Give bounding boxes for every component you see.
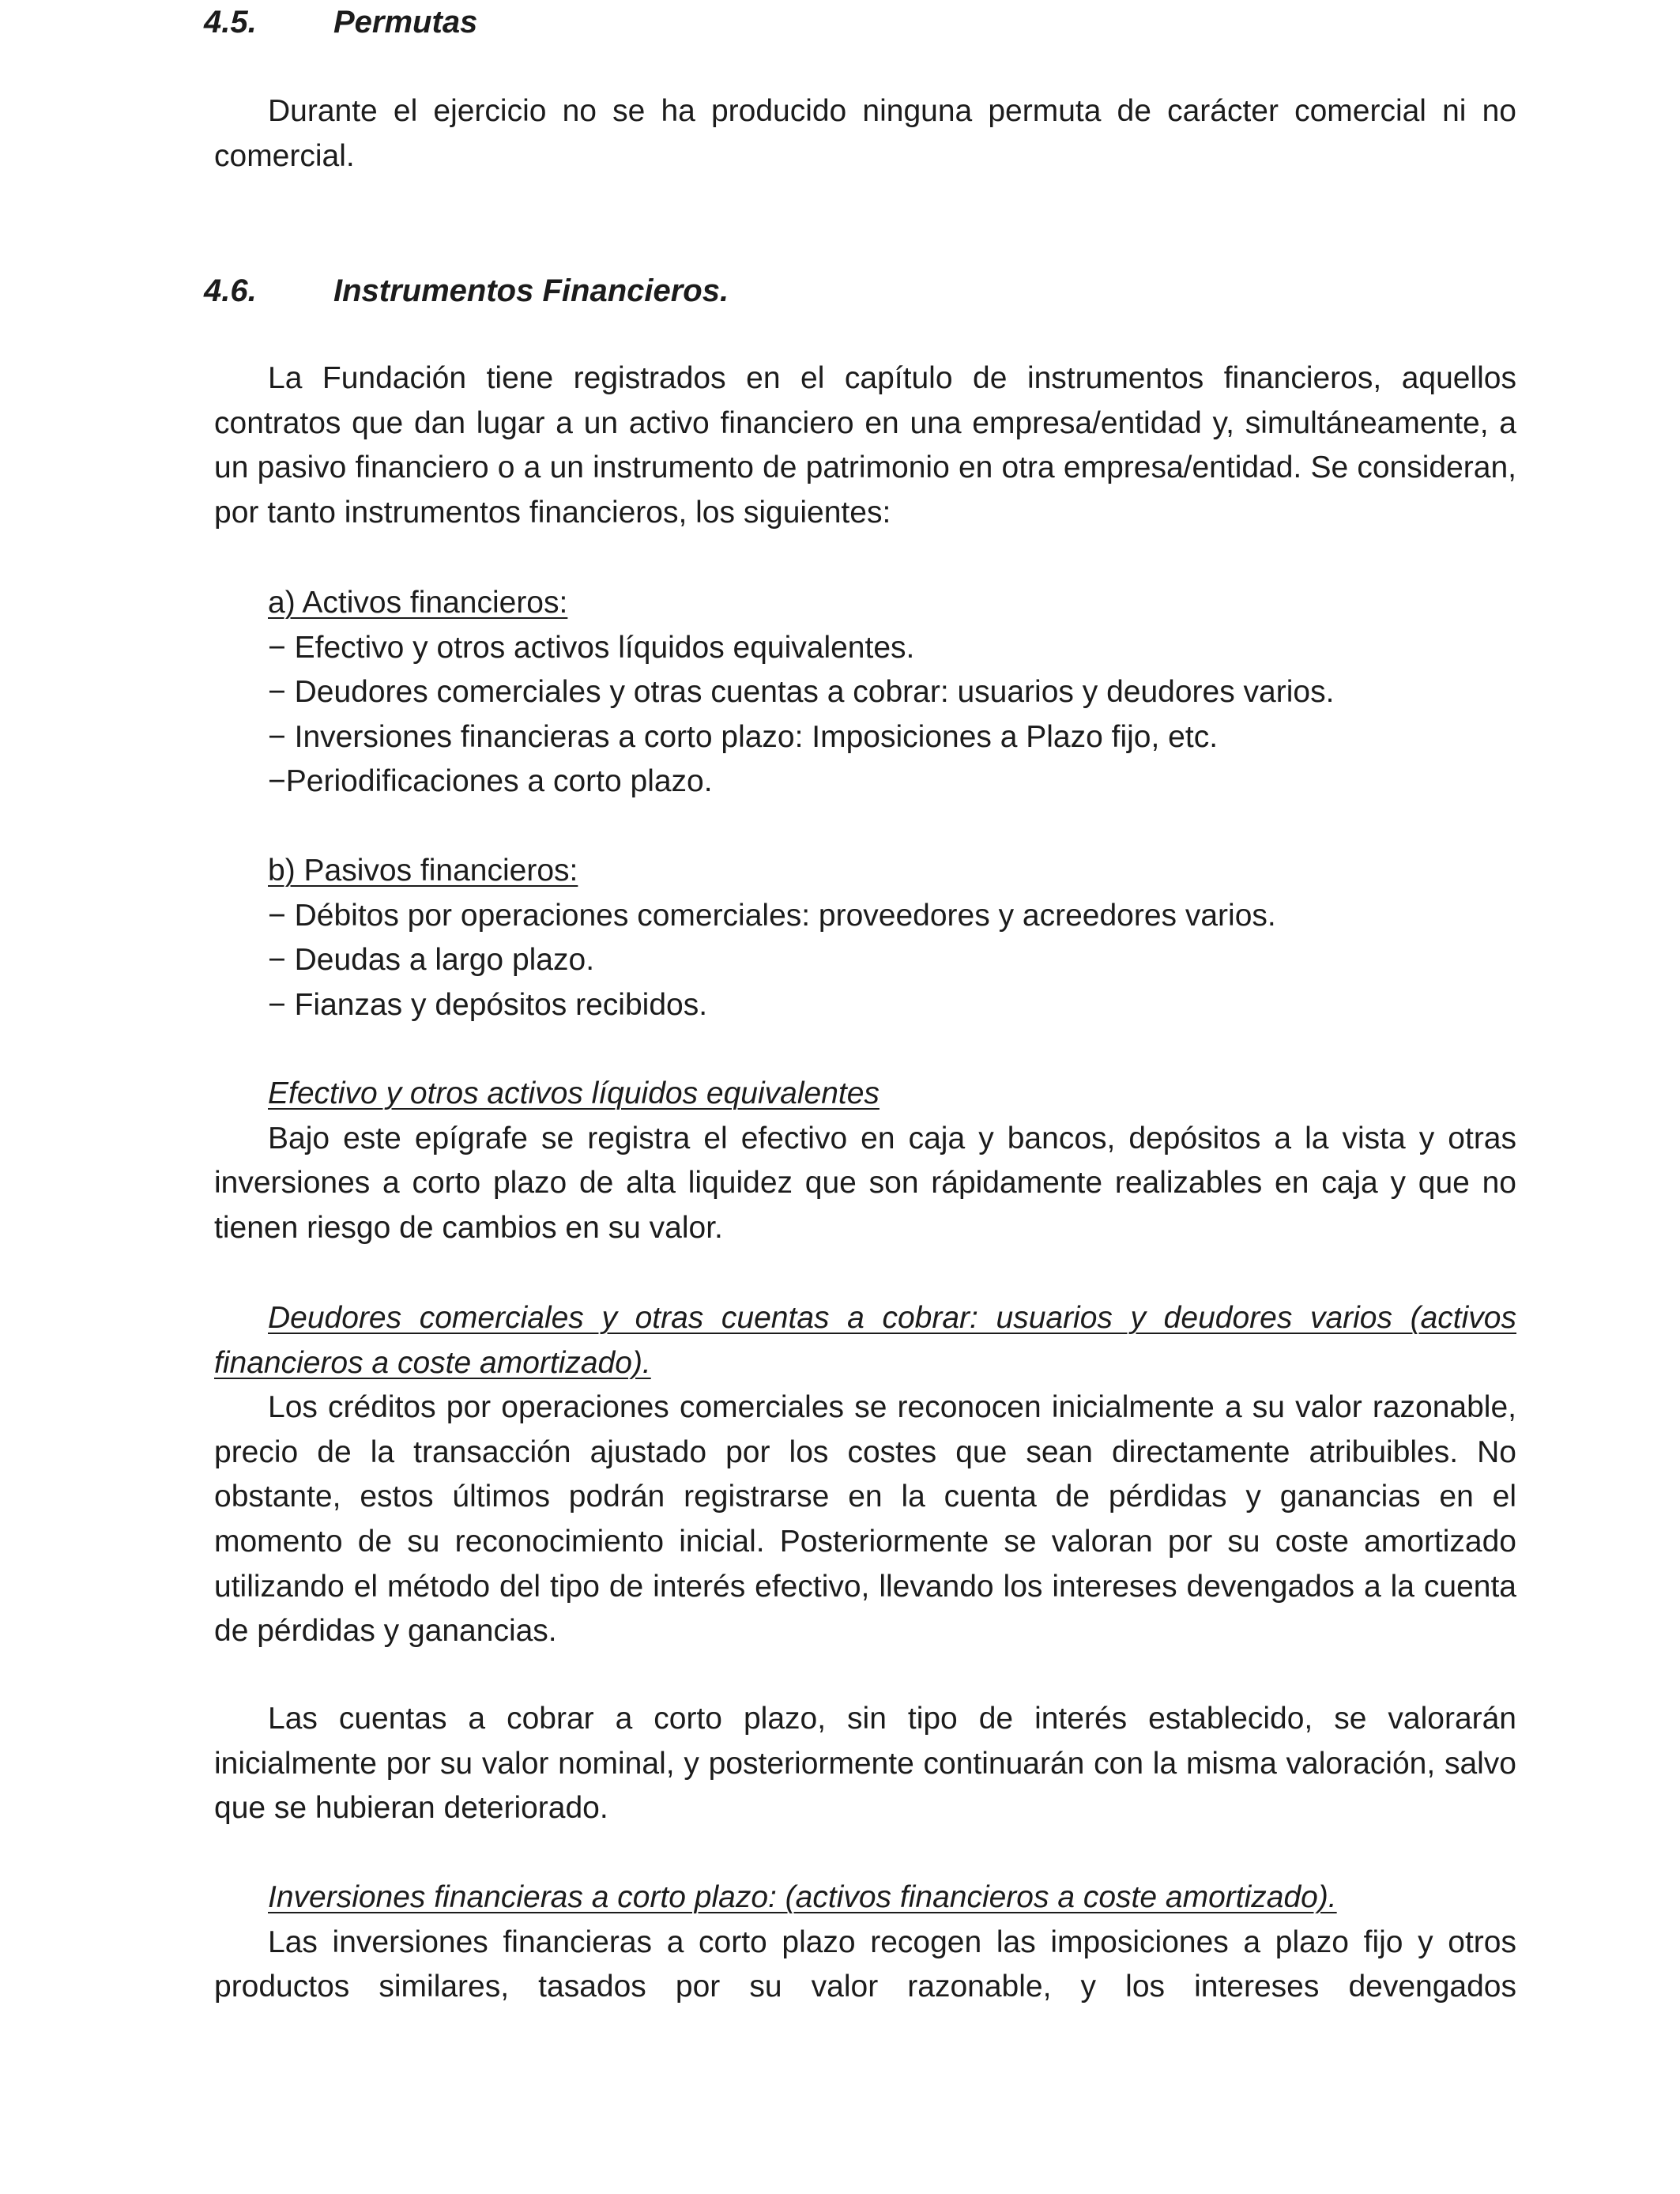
activos-heading: a) Activos financieros:	[268, 586, 568, 620]
section-title: Instrumentos Financieros.	[333, 273, 729, 308]
efectivo-paragraph: Bajo este epígrafe se registra el efectivo en caja y bancos, depósitos a la vista y otras inversiones a corto plazo de alta liquidez que son rápidamente realizables en caja y que no tienen riesgo de cambios en su valor.	[214, 1121, 1516, 1245]
pasivos-financieros-list	[268, 849, 1516, 1027]
list-item: − Inversiones financieras a corto plazo: Imposiciones a Plazo fijo, etc.	[268, 719, 1219, 754]
pasivos-heading: b) Pasivos financieros:	[268, 854, 578, 888]
instrumentos-intro-paragraph: La Fundación tiene registrados en el capítulo de instrumentos financieros, aquellos contratos que dan lugar a un activo financiero en una empresa/entidad y, simultáneamente, a un pasivo financiero o a un instrumento de patrimonio en otra empresa/entidad. Se consideran, por tanto instrumentos financieros, los siguientes:	[214, 361, 1516, 530]
efectivo-subheading: Efectivo y otros activos líquidos equivalentes	[268, 1076, 880, 1110]
list-item: −Periodificaciones a corto plazo.	[268, 764, 713, 799]
deudores-paragraph-1: Los créditos por operaciones comerciales se reconocen inicialmente a su valor razonable, precio de la transacción ajustado por los costes que sean directamente atribuibles. No obstante, estos últimos podrán registrarse en la cuenta de pérdidas y ganancias en el momento de su reconocimiento inicial. Posteriormente se valoran por su coste amortizado utilizando el método del tipo de interés efectivo, llevando los intereses devengados a la cuenta de pérdidas y ganancias.	[214, 1390, 1516, 1649]
deudores-paragraph-2: Las cuentas a cobrar a corto plazo, sin tipo de interés establecido, se valorarán inicialmente por su valor nominal, y posteriormente continuarán con la misma valoración, salvo que se hubieran deteriorado.	[214, 1702, 1516, 1826]
list-item: − Deudores comerciales y otras cuentas a cobrar: usuarios y deudores varios.	[268, 675, 1335, 710]
list-item: − Débitos por operaciones comerciales: proveedores y acreedores varios.	[268, 898, 1276, 933]
list-item: − Deudas a largo plazo.	[268, 943, 595, 978]
section-number: 4.6.	[204, 273, 257, 308]
list-item: − Efectivo y otros activos líquidos equivalentes.	[268, 630, 915, 665]
permutas-paragraph: Durante el ejercicio no se ha producido ninguna permuta de carácter comercial ni no comercial.	[214, 94, 1516, 173]
section-title: Permutas	[333, 5, 478, 40]
deudores-subheading: Deudores comerciales y otras cuentas a cobrar: usuarios y deudores varios (activos financieros a coste amortizado).	[214, 1301, 1516, 1380]
inversiones-subheading: Inversiones financieras a corto plazo: (activos financieros a coste amortizado).	[268, 1880, 1337, 1914]
activos-financieros-list	[268, 581, 1516, 805]
section-heading-4-5	[204, 0, 477, 44]
efectivo-section	[214, 1072, 1516, 1250]
list-item: − Fianzas y depósitos recibidos.	[268, 987, 708, 1022]
inversiones-paragraph: Las inversiones financieras a corto plazo recogen las imposiciones a plazo fijo y otros productos similares, tasados por su valor razonable, y los intereses devengados	[214, 1924, 1516, 2004]
deudores-section	[214, 1296, 1516, 1654]
inversiones-section	[214, 1875, 1516, 2010]
section-heading-4-6	[204, 269, 729, 313]
section-number: 4.5.	[204, 5, 257, 40]
